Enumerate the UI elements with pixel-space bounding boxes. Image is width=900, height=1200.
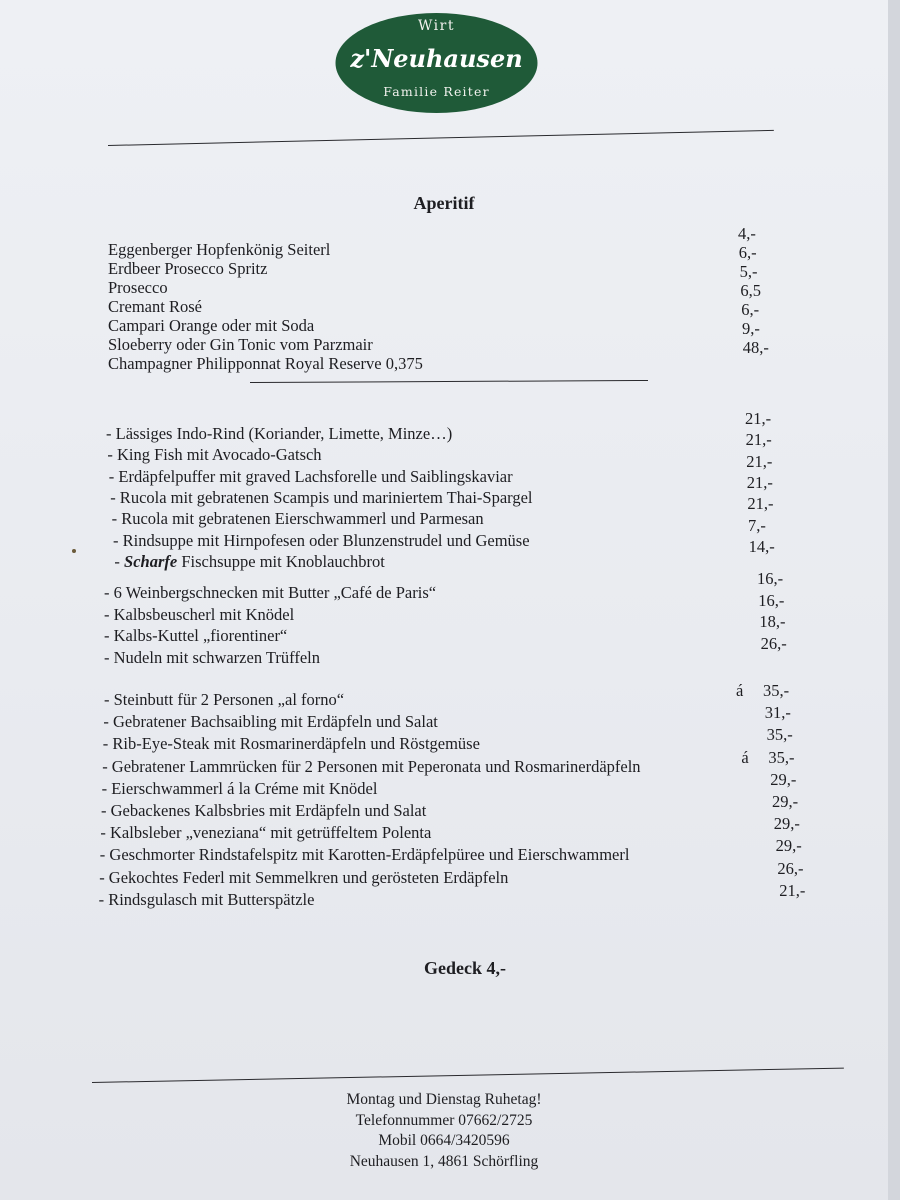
menu-item-name: - Geschmorter Rindstafelspitz mit Karotten-Erdäpfelpüree und Eierschwammerl [99, 845, 630, 865]
menu-item-name: - Nudeln mit schwarzen Trüffeln [104, 647, 320, 667]
menu-item-name [114, 551, 384, 573]
aperitif-title: Aperitif [413, 193, 475, 213]
menu-item-name: Eggenberger Hopfenkönig Seiterl [108, 240, 331, 259]
menu-item-price: 21,- [779, 880, 806, 900]
logo-top-text: Wirt [418, 18, 455, 34]
gedeck-charge: Gedeck 4,- [424, 958, 506, 978]
menu-item-name: - Gekochtes Federl mit Semmelkren und gerösteten Erdäpfeln [99, 867, 509, 887]
logo-main-text: z'Neuhausen [350, 44, 523, 73]
menu-item-per-person-marker: á [736, 681, 744, 700]
mobile-number: Mobil 0664/3420596 [378, 1132, 510, 1149]
menu-item-name: - Rucola mit gebratenen Eierschwammerl und Parmesan [111, 509, 484, 529]
menu-item-name: - 6 Weinbergschnecken mit Butter „Café de Paris“ [104, 583, 437, 602]
paper-edge [888, 0, 900, 1200]
menu-item-price: 31,- [764, 703, 791, 723]
menu-item-name: - Gebratener Lammrücken für 2 Personen mit Peperonata und Rosmarinerdäpfeln [102, 756, 641, 776]
menu-item-name: - Kalbs-Kuttel „fiorentiner“ [104, 626, 288, 645]
menu-item-price: 21,- [746, 472, 773, 492]
margin-dot [72, 549, 76, 553]
menu-item-price: 9,- [742, 319, 760, 338]
menu-item-name: - Rindsuppe mit Hirnpofesen oder Blunzenstrudel und Gemüse [113, 530, 530, 550]
menu-item-name: Sloeberry oder Gin Tonic vom Parzmair [108, 335, 373, 354]
menu-item-price: 26,- [777, 858, 804, 878]
menu-item-price: 6,5 [740, 281, 762, 300]
menu-item-name: - Rib-Eye-Steak mit Rosmarinerdäpfeln und Röstgemüse [102, 734, 480, 754]
menu-item-price: 29,- [770, 769, 797, 789]
menu-item-prefix: - [114, 551, 125, 571]
menu-item-price: 14,- [748, 536, 775, 556]
menu-item-price: 35,- [768, 747, 795, 767]
menu-item-emphasis: Scharfe [124, 551, 178, 571]
menu-item-name: Cremant Rosé [108, 297, 202, 316]
footer-info [0, 1090, 888, 1172]
menu-item-name: - Lässiges Indo-Rind (Koriander, Limette, Minze…) [106, 424, 453, 443]
restaurant-logo [335, 10, 538, 114]
menu-item-price: 18,- [759, 612, 786, 631]
menu-item-per-person-marker: á [741, 747, 749, 767]
menu-item-name: - Kalbsbeuscherl mit Knödel [104, 604, 295, 624]
menu-item-price: 7,- [748, 515, 766, 535]
logo-bottom-text: Familie Reiter [383, 84, 490, 99]
menu-item-name: - Eierschwammerl á la Créme mit Knödel [101, 778, 378, 798]
menu-item-price: 6,- [741, 300, 760, 319]
menu-item-price: 35,- [763, 681, 790, 700]
menu-item-name: Prosecco [108, 278, 168, 297]
menu-item-name: - Steinbutt für 2 Personen „al forno“ [104, 690, 345, 709]
phone-number: Telefonnummer 07662/2725 [355, 1111, 533, 1129]
menu-item-price: 29,- [772, 792, 799, 811]
menu-item-price: 21,- [745, 409, 772, 428]
menu-item-name: - Erdäpfelpuffer mit graved Lachsforelle und Saiblingskaviar [108, 466, 513, 486]
menu-item-name: - Gebackenes Kalbsbries mit Erdäpfeln und Salat [101, 801, 427, 820]
menu-item-price: 35,- [766, 725, 793, 745]
menu-item-price: 29,- [773, 814, 800, 834]
menu-item-name: - Rucola mit gebratenen Scampis und mariniertem Thai-Spargel [110, 487, 533, 507]
address: Neuhausen 1, 4861 Schörfling [349, 1152, 539, 1170]
menu-item-name: - Gebratener Bachsaibling mit Erdäpfeln und Salat [103, 712, 438, 732]
menu-item-name: - Rindsgulasch mit Butterspätzle [98, 889, 315, 909]
menu-item-price: 21,- [746, 451, 773, 471]
menu-item-name: Erdbeer Prosecco Spritz [108, 259, 268, 278]
menu-item-name: - Kalbsleber „veneziana“ mit getrüffeltem Polenta [100, 823, 432, 843]
menu-item-name: Champagner Philipponnat Royal Reserve 0,375 [108, 354, 423, 373]
menu-item-price: 16,- [758, 590, 785, 610]
menu-item-price: 29,- [775, 836, 802, 856]
menu-item-price: 16,- [757, 569, 784, 588]
menu-item-price: 21,- [747, 494, 774, 514]
menu-item-price: 4,- [738, 224, 756, 243]
closing-days: Montag und Dienstag Ruhetag! [346, 1091, 542, 1108]
menu-item-price: 21,- [745, 430, 772, 450]
menu-item-price: 6,- [738, 243, 757, 262]
menu-item-rest: Fischsuppe mit Knoblauchbrot [177, 551, 385, 571]
menu-item-name: - King Fish mit Avocado-Gatsch [107, 445, 322, 465]
menu-item-price: 48,- [742, 338, 769, 357]
menu-item-price: 5,- [739, 262, 758, 281]
menu-item-price: 26,- [760, 633, 787, 653]
menu-item-name: Campari Orange oder mit Soda [108, 316, 315, 335]
